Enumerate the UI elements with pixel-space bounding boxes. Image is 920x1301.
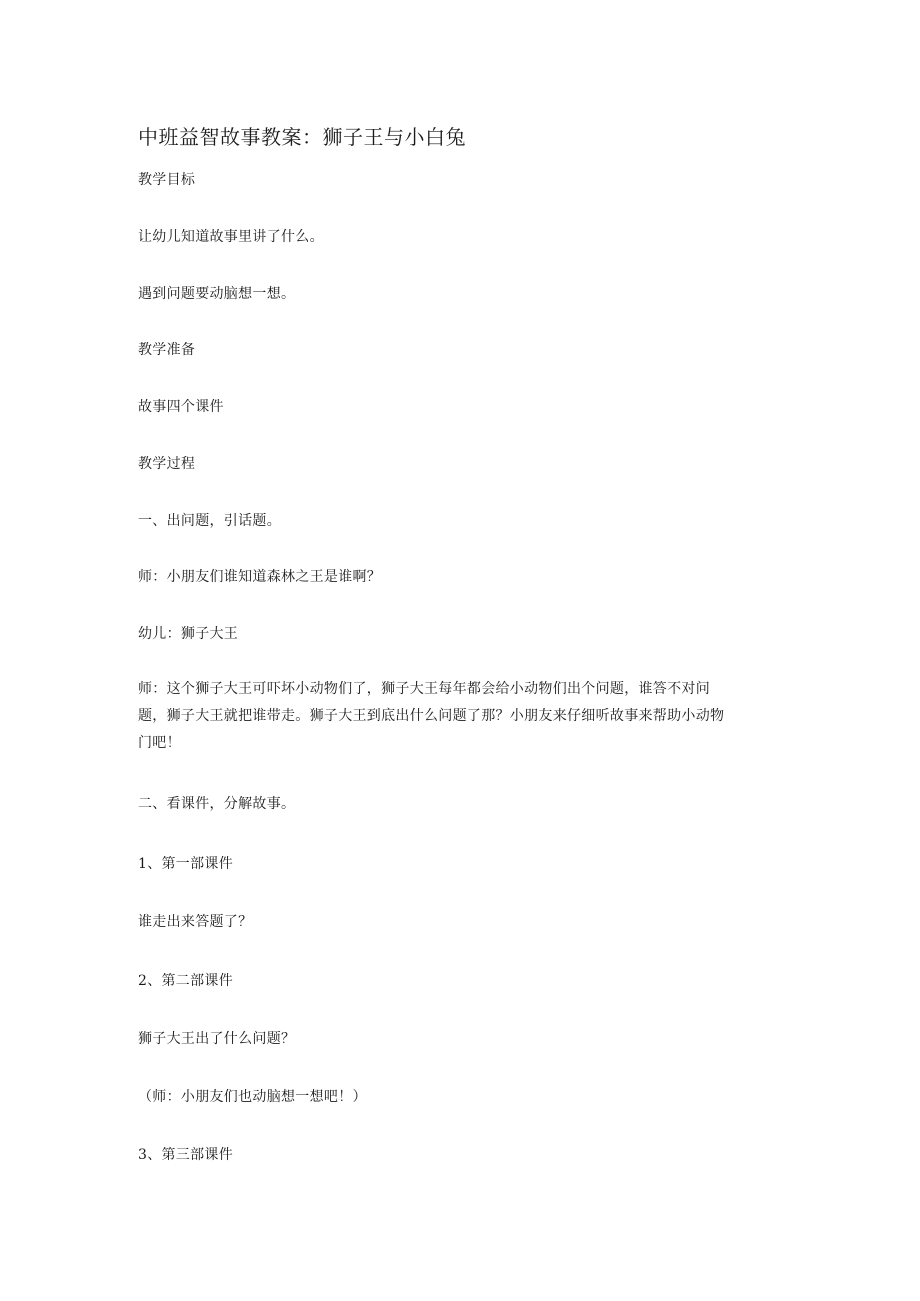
courseware-2: 2、第二部课件 (138, 973, 234, 989)
heading-teaching-process: 教学过程 (138, 456, 196, 472)
courseware-1: 1、第一部课件 (138, 856, 234, 872)
process-step-1: 一、出问题，引话题。 (138, 513, 281, 529)
preparation-line: 故事四个课件 (138, 399, 224, 415)
heading-teaching-goals: 教学目标 (138, 172, 196, 188)
teacher-question: 师：小朋友们谁知道森林之王是谁啊？ (138, 569, 382, 585)
goal-line-2: 遇到问题要动脑想一想。 (138, 286, 296, 302)
heading-teaching-preparation: 教学准备 (138, 342, 196, 358)
courseware-1-question: 谁走出来答题了？ (138, 914, 253, 930)
process-step-2: 二、看课件，分解故事。 (138, 796, 296, 812)
courseware-2-question: 狮子大王出了什么问题？ (138, 1031, 296, 1047)
paragraph-line: 师：这个狮子大王可吓坏小动物们了，狮子大王每年都会给小动物们出个问题，谁答不对问 (138, 681, 710, 697)
teacher-note: （师：小朋友们也动脑想一想吧！） (138, 1089, 367, 1105)
courseware-3: 3、第三部课件 (138, 1147, 234, 1163)
goal-line-1: 让幼儿知道故事里讲了什么。 (138, 229, 324, 245)
teacher-paragraph (138, 676, 778, 757)
paragraph-line: 题，狮子大王就把谁带走。狮子大王到底出什么问题了那？小朋友来仔细听故事来帮助小动物 (138, 708, 725, 724)
child-answer: 幼儿：狮子大王 (138, 626, 239, 642)
paragraph-line: 门吧！ (138, 735, 181, 751)
document-title: 中班益智故事教案：狮子王与小白兔 (138, 125, 466, 149)
